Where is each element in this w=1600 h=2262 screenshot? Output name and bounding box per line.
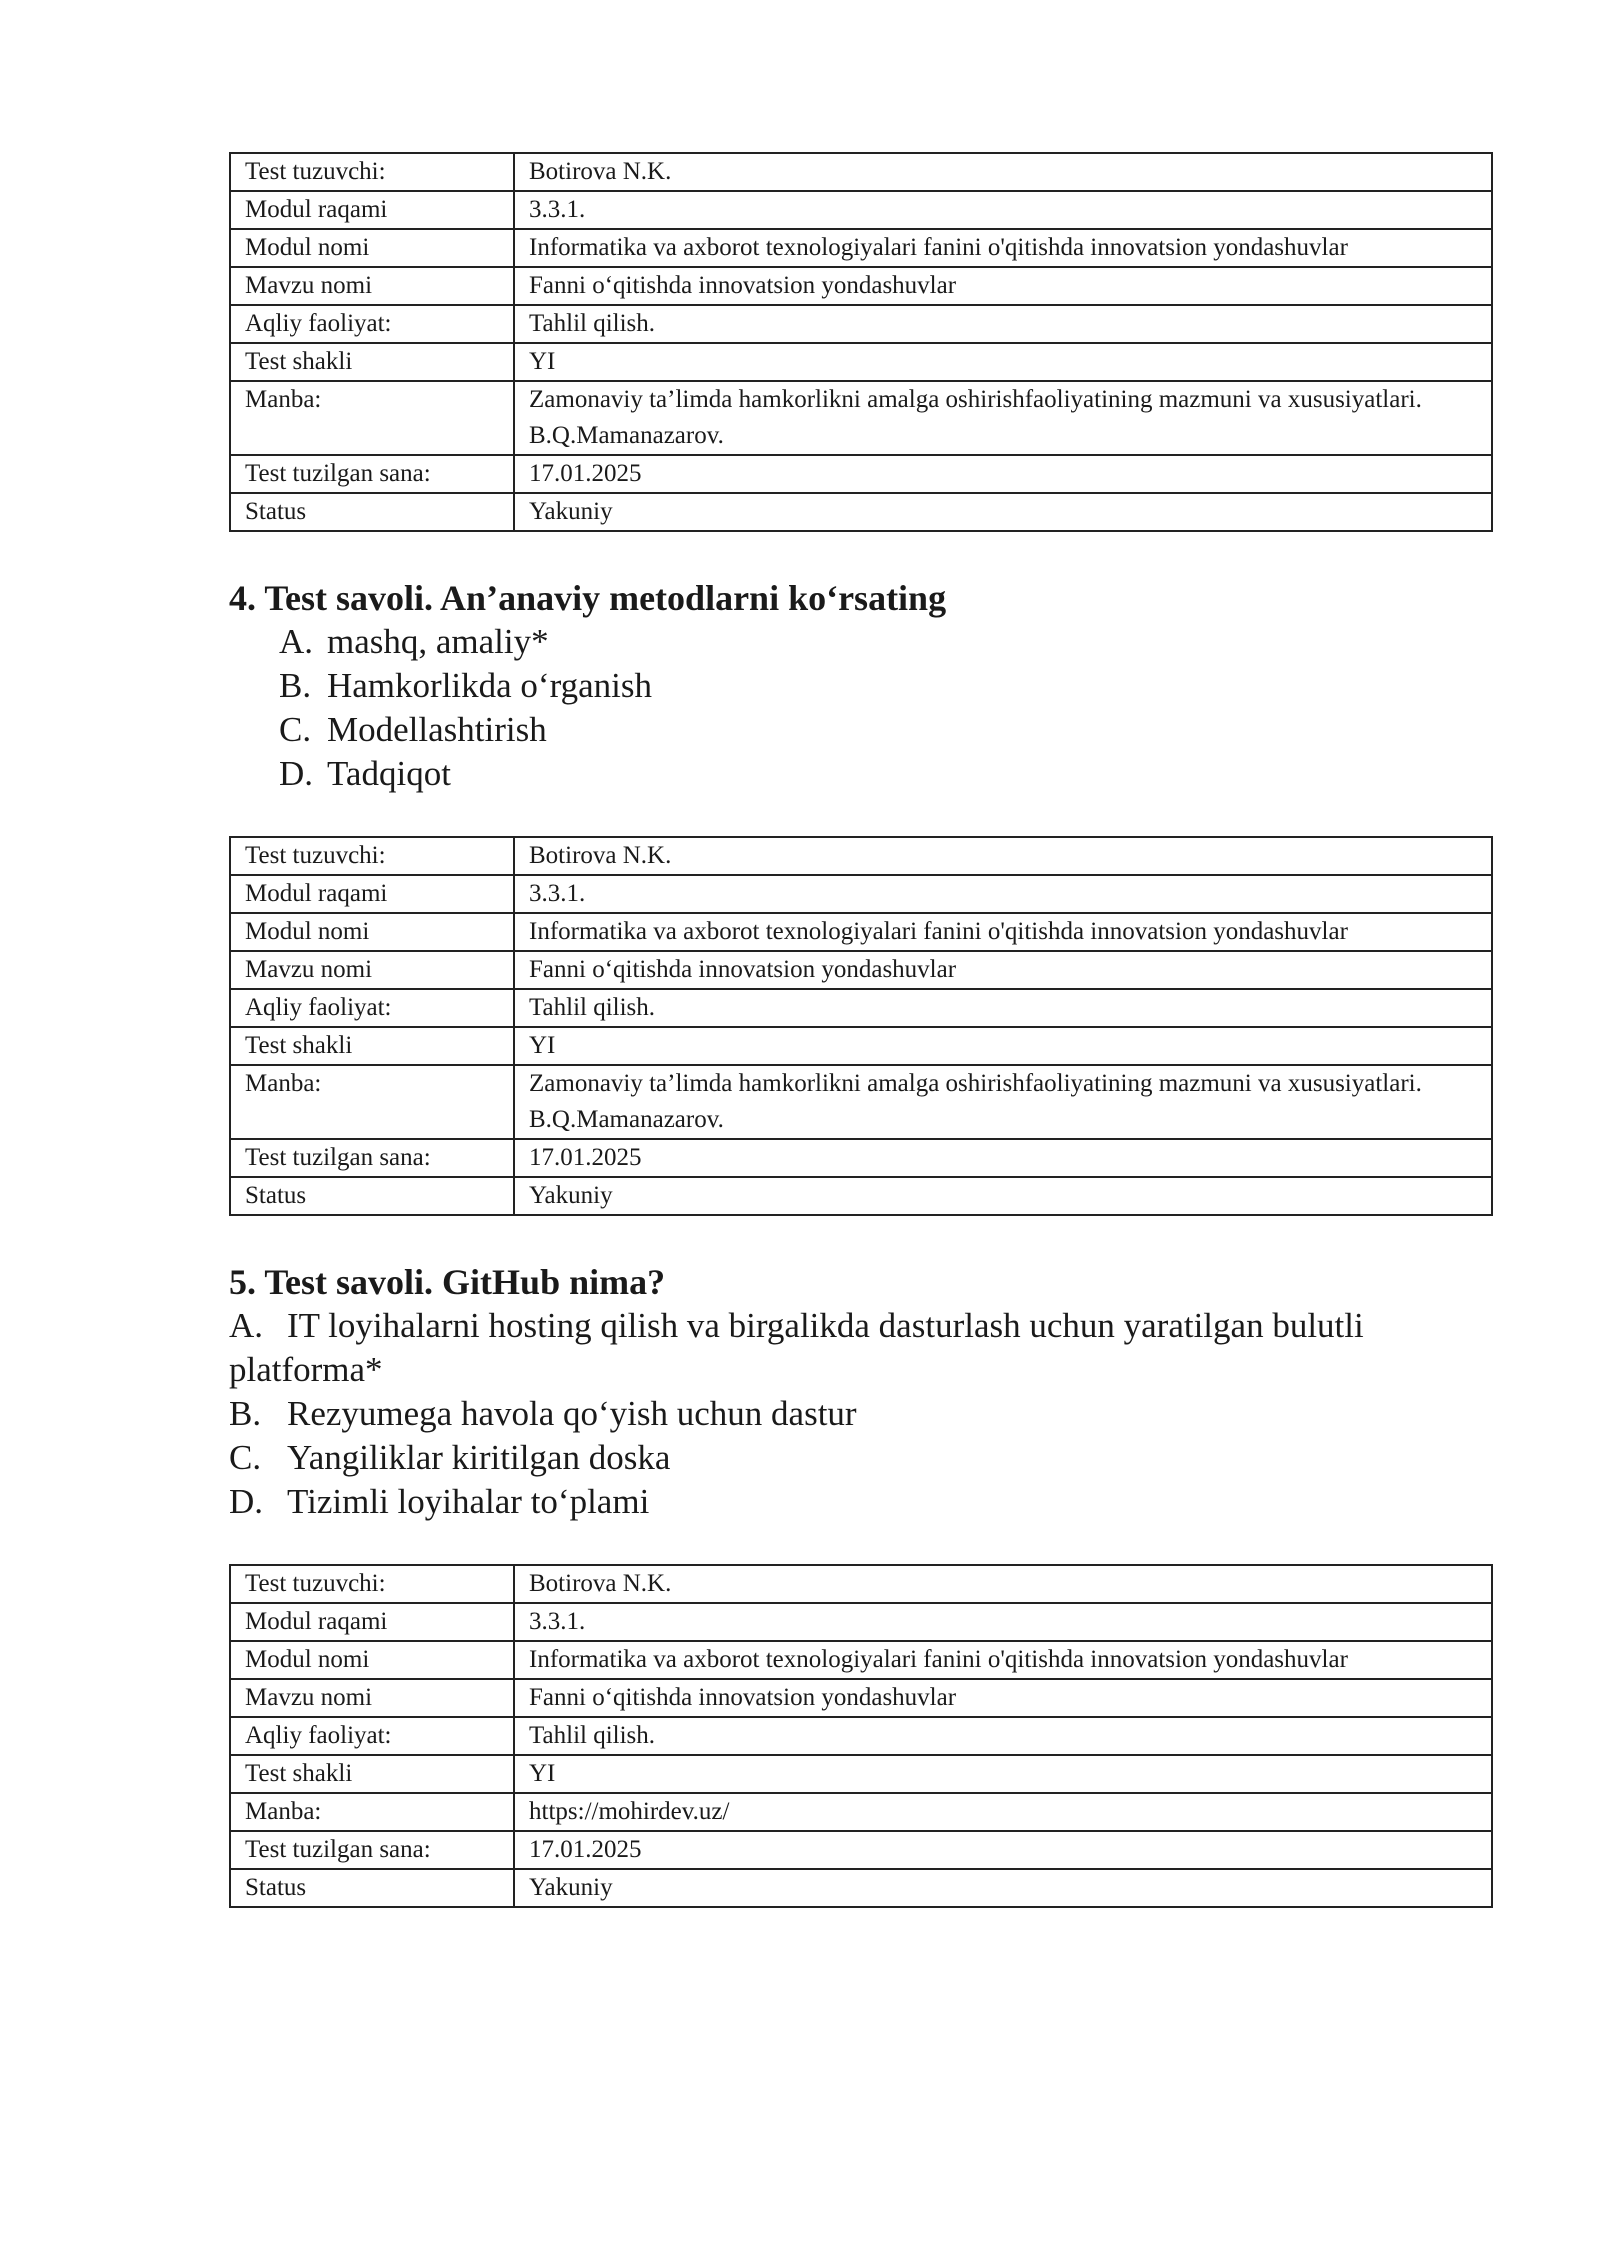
answer-option (229, 708, 1493, 752)
table-row (230, 1793, 1492, 1831)
field-label: Mavzu nomi (230, 951, 514, 989)
table-row (230, 837, 1492, 875)
table-row (230, 267, 1492, 305)
option-text: Hamkorlikda o‘rganish (327, 666, 652, 705)
field-value: Zamonaviy ta’limda hamkorlikni amalga oshirishfaoliyatining mazmuni va xususiyatlari. B.Q.Mamanazarov. (514, 1065, 1492, 1139)
field-value: Informatika va axborot texnologiyalari fanini o'qitishda innovatsion yondashuvlar (514, 913, 1492, 951)
table-row (230, 1139, 1492, 1177)
option-text: Tizimli loyihalar to‘plami (287, 1482, 650, 1521)
answer-option (229, 1304, 1493, 1392)
question-title: 5. Test savoli. GitHub nima? (229, 1262, 666, 1302)
table-row (230, 493, 1492, 531)
field-label: Test tuzilgan sana: (230, 455, 514, 493)
field-value: 3.3.1. (514, 875, 1492, 913)
table-row (230, 455, 1492, 493)
field-label: Test tuzilgan sana: (230, 1831, 514, 1869)
document-page (229, 152, 1493, 1908)
answer-option (229, 1392, 1493, 1436)
field-value: Informatika va axborot texnologiyalari fanini o'qitishda innovatsion yondashuvlar (514, 1641, 1492, 1679)
field-value: 17.01.2025 (514, 1831, 1492, 1869)
table-row (230, 1603, 1492, 1641)
option-letter: A. (229, 1306, 264, 1345)
option-text: mashq, amaliy* (327, 622, 549, 661)
field-label: Modul raqami (230, 191, 514, 229)
field-value: Fanni o‘qitishda innovatsion yondashuvlar (514, 951, 1492, 989)
field-label: Modul nomi (230, 1641, 514, 1679)
field-label: Test shakli (230, 1755, 514, 1793)
field-label: Modul nomi (230, 229, 514, 267)
field-value: Tahlil qilish. (514, 1717, 1492, 1755)
field-label: Status (230, 493, 514, 531)
table-row (230, 191, 1492, 229)
field-label: Test tuzuvchi: (230, 153, 514, 191)
table-row (230, 1679, 1492, 1717)
option-text: Yangiliklar kiritilgan doska (287, 1438, 671, 1477)
field-value: YI (514, 343, 1492, 381)
table-row (230, 1177, 1492, 1215)
option-text: Rezyumega havola qo‘yish uchun dastur (287, 1394, 857, 1433)
table-row (230, 989, 1492, 1027)
field-label: Aqliy faoliyat: (230, 1717, 514, 1755)
table-row (230, 1717, 1492, 1755)
field-value: Informatika va axborot texnologiyalari fanini o'qitishda innovatsion yondashuvlar (514, 229, 1492, 267)
answer-option (229, 752, 1493, 796)
field-label: Modul raqami (230, 1603, 514, 1641)
field-value: YI (514, 1027, 1492, 1065)
answer-option (229, 1480, 1493, 1524)
field-value: 17.01.2025 (514, 455, 1492, 493)
field-value: 3.3.1. (514, 1603, 1492, 1641)
test-metadata-table (229, 152, 1493, 532)
field-value: Tahlil qilish. (514, 989, 1492, 1027)
table-row (230, 1065, 1492, 1139)
option-letter: B. (229, 1394, 262, 1433)
answer-option (229, 664, 1493, 708)
field-label: Mavzu nomi (230, 1679, 514, 1717)
field-value: YI (514, 1755, 1492, 1793)
test-metadata-table (229, 836, 1493, 1216)
field-value: 17.01.2025 (514, 1139, 1492, 1177)
field-label: Test shakli (230, 1027, 514, 1065)
table-row (230, 1755, 1492, 1793)
table-row (230, 229, 1492, 267)
option-letter: D. (229, 1482, 264, 1521)
option-letter: B. (279, 666, 312, 705)
field-value: Fanni o‘qitishda innovatsion yondashuvlar (514, 1679, 1492, 1717)
field-value: https://mohirdev.uz/ (514, 1793, 1492, 1831)
field-label: Mavzu nomi (230, 267, 514, 305)
field-value: Fanni o‘qitishda innovatsion yondashuvlar (514, 267, 1492, 305)
table-row (230, 305, 1492, 343)
answer-option (229, 1436, 1493, 1480)
field-label: Aqliy faoliyat: (230, 305, 514, 343)
field-value: 3.3.1. (514, 191, 1492, 229)
option-text: Modellashtirish (327, 710, 547, 749)
field-label: Manba: (230, 381, 514, 455)
table-row (230, 951, 1492, 989)
table-row (230, 1641, 1492, 1679)
option-text: IT loyihalarni hosting qilish va birgalikda dasturlash uchun yaratilgan bulutli platforma* (229, 1306, 1364, 1389)
field-label: Status (230, 1177, 514, 1215)
field-label: Modul raqami (230, 875, 514, 913)
field-label: Manba: (230, 1065, 514, 1139)
field-label: Test shakli (230, 343, 514, 381)
test-metadata-table (229, 1564, 1493, 1908)
option-letter: A. (279, 622, 314, 661)
field-value: Zamonaviy ta’limda hamkorlikni amalga oshirishfaoliyatining mazmuni va xususiyatlari. B.Q.Mamanazarov. (514, 381, 1492, 455)
table-row (230, 1565, 1492, 1603)
test-question (229, 1260, 1493, 1524)
field-label: Manba: (230, 1793, 514, 1831)
field-value: Botirova N.K. (514, 837, 1492, 875)
table-row (230, 1869, 1492, 1907)
table-row (230, 381, 1492, 455)
field-value: Botirova N.K. (514, 1565, 1492, 1603)
field-label: Status (230, 1869, 514, 1907)
field-value: Botirova N.K. (514, 153, 1492, 191)
field-value: Yakuniy (514, 1869, 1492, 1907)
table-row (230, 1831, 1492, 1869)
answer-option (229, 620, 1493, 664)
field-label: Test tuzilgan sana: (230, 1139, 514, 1177)
table-row (230, 1027, 1492, 1065)
field-value: Tahlil qilish. (514, 305, 1492, 343)
field-value: Yakuniy (514, 493, 1492, 531)
table-row (230, 343, 1492, 381)
question-title: 4. Test savoli. An’anaviy metodlarni ko‘rsating (229, 578, 947, 618)
field-value: Yakuniy (514, 1177, 1492, 1215)
option-text: Tadqiqot (327, 754, 451, 793)
option-letter: C. (279, 710, 312, 749)
option-letter: C. (229, 1438, 262, 1477)
table-row (230, 913, 1492, 951)
test-question (229, 576, 1493, 796)
table-row (230, 875, 1492, 913)
field-label: Test tuzuvchi: (230, 837, 514, 875)
field-label: Test tuzuvchi: (230, 1565, 514, 1603)
field-label: Aqliy faoliyat: (230, 989, 514, 1027)
option-letter: D. (279, 754, 314, 793)
field-label: Modul nomi (230, 913, 514, 951)
table-row (230, 153, 1492, 191)
